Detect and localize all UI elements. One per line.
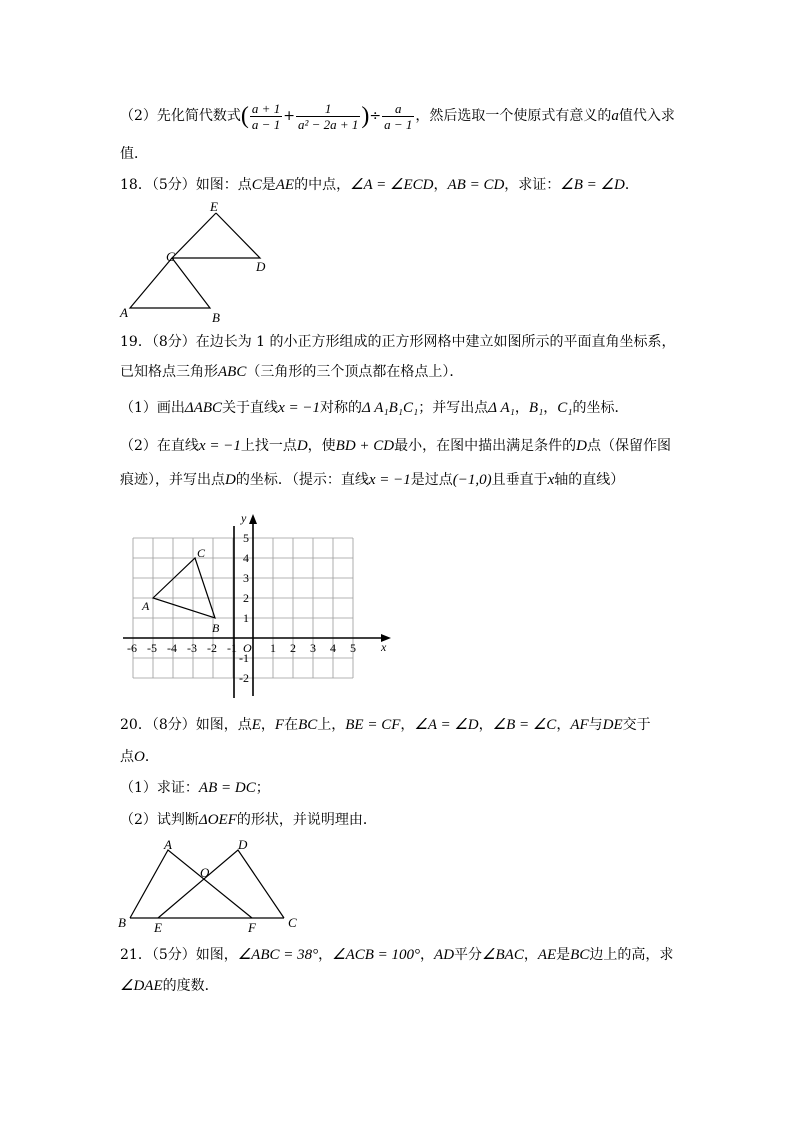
x-tick-label: -1 <box>227 641 237 655</box>
q20-label-e: E <box>154 920 162 934</box>
q17-label: （2）先化简代数式 <box>120 108 241 124</box>
q20-label-d: D <box>238 837 248 852</box>
q18-triangle-ecd <box>172 213 260 258</box>
q20-label-c: C <box>288 915 297 930</box>
x-tick-label: 5 <box>350 641 356 655</box>
q19-line1: 19．（8分）在边长为 1 的小正方形组成的正方形网格中建立如图所示的平面直角坐标系， <box>120 334 676 350</box>
y-tick-label: -2 <box>239 671 249 685</box>
y-tick-label: 1 <box>243 611 249 625</box>
q20-label-o: O <box>200 865 210 880</box>
grid-y-label: y <box>241 511 247 525</box>
q18-label-a: A <box>120 305 128 320</box>
x-tick-label: -6 <box>127 641 137 655</box>
fraction-1: $\frac{a + 1}{a - 1}$ <box>251 100 281 132</box>
q19-part2-line1: （2）在直线x = −1上找一点D，使BD + CD最小，在图中描出满足条件的D点（保留作图 <box>120 438 671 454</box>
x-tick-label: 3 <box>310 641 316 655</box>
q18-label-b: B <box>212 310 220 325</box>
q19-part1: （1）画出ΔABC关于直线x = −1对称的Δ A₁B₁C₁；并写出点Δ A₁，B₁，C₁的坐标． <box>120 400 629 416</box>
q20-line2: 点O． <box>120 749 159 765</box>
q18-triangle-acb <box>130 258 210 308</box>
q18-label-e: E <box>210 199 218 214</box>
point-label-a: A <box>142 599 150 613</box>
x-tick-label: 1 <box>270 641 276 655</box>
triangle-abc <box>153 558 215 618</box>
q20-label-a: A <box>164 837 172 852</box>
x-tick-label: -5 <box>147 641 157 655</box>
q19-part2-line2: 痕迹），并写出点D的坐标．（提示：直线x = −1是过点(−1,0)且垂直于x轴的直线） <box>120 472 625 488</box>
y-tick-label: 4 <box>243 551 249 565</box>
x-tick-label: -3 <box>187 641 197 655</box>
y-tick-labels <box>239 531 249 685</box>
q20-part1: （1）求证：AB = DC； <box>120 780 270 796</box>
x-tick-label: 4 <box>330 641 336 655</box>
q18-statement: 18．（5分）如图：点C是AE的中点，∠A = ∠ECD，AB = CD，求证：∠B = ∠D． <box>120 177 639 193</box>
y-tick-label: -1 <box>239 651 249 665</box>
y-tick-label: 3 <box>243 571 249 585</box>
fraction-2: $\frac{1}{\text{a² − 2a + 1}}$ <box>297 100 359 132</box>
q19-coordinate-grid <box>115 508 400 703</box>
q17-part2-line2: 值． <box>120 146 148 162</box>
q21-line2: ∠DAE的度数． <box>120 978 219 994</box>
y-axis-arrow <box>249 514 257 524</box>
x-tick-label: 2 <box>290 641 296 655</box>
point-label-c: C <box>197 546 206 560</box>
q20-triangle-edc <box>158 850 284 918</box>
q17-part2-line1: （2）先化简代数式( $\frac{a + 1}{a - 1}$ + $\frac{1}{\text{a² − 2a + 1}}$ )÷ $\frac{a}{a - 1}$ ，然后选取一个使原式有意义的a值代入求 <box>120 100 675 132</box>
y-tick-label: 5 <box>243 531 249 545</box>
q20-line1: 20．（8分）如图，点E，F在BC上，BE = CF，∠A = ∠D，∠B = ∠C，AF与DE交于 <box>120 717 651 733</box>
q20-label-f: F <box>248 920 256 934</box>
q18-figure <box>110 198 290 326</box>
q20-figure <box>110 834 310 934</box>
x-tick-label: -2 <box>207 641 217 655</box>
y-tick-label: 2 <box>243 591 249 605</box>
q20-part2: （2）试判断ΔOEF的形状，并说明理由． <box>120 812 377 828</box>
q19-line2: 已知格点三角形ABC（三角形的三个顶点都在格点上）． <box>120 364 464 380</box>
grid-x-label: x <box>381 640 387 654</box>
q20-triangle-abf <box>130 850 252 918</box>
q20-label-b: B <box>118 915 126 930</box>
fraction-3: $\frac{a}{a - 1}$ <box>384 100 413 132</box>
grid-origin-label: O <box>243 641 252 655</box>
point-label-b: B <box>212 621 220 635</box>
q18-label-d: D <box>256 259 266 274</box>
x-tick-label: -4 <box>167 641 177 655</box>
q18-label-c: C <box>166 249 175 264</box>
q21-line1: 21．（5分）如图，∠ABC = 38°，∠ACB = 100°，AD平分∠BAC，AE是BC边上的高，求 <box>120 947 674 963</box>
